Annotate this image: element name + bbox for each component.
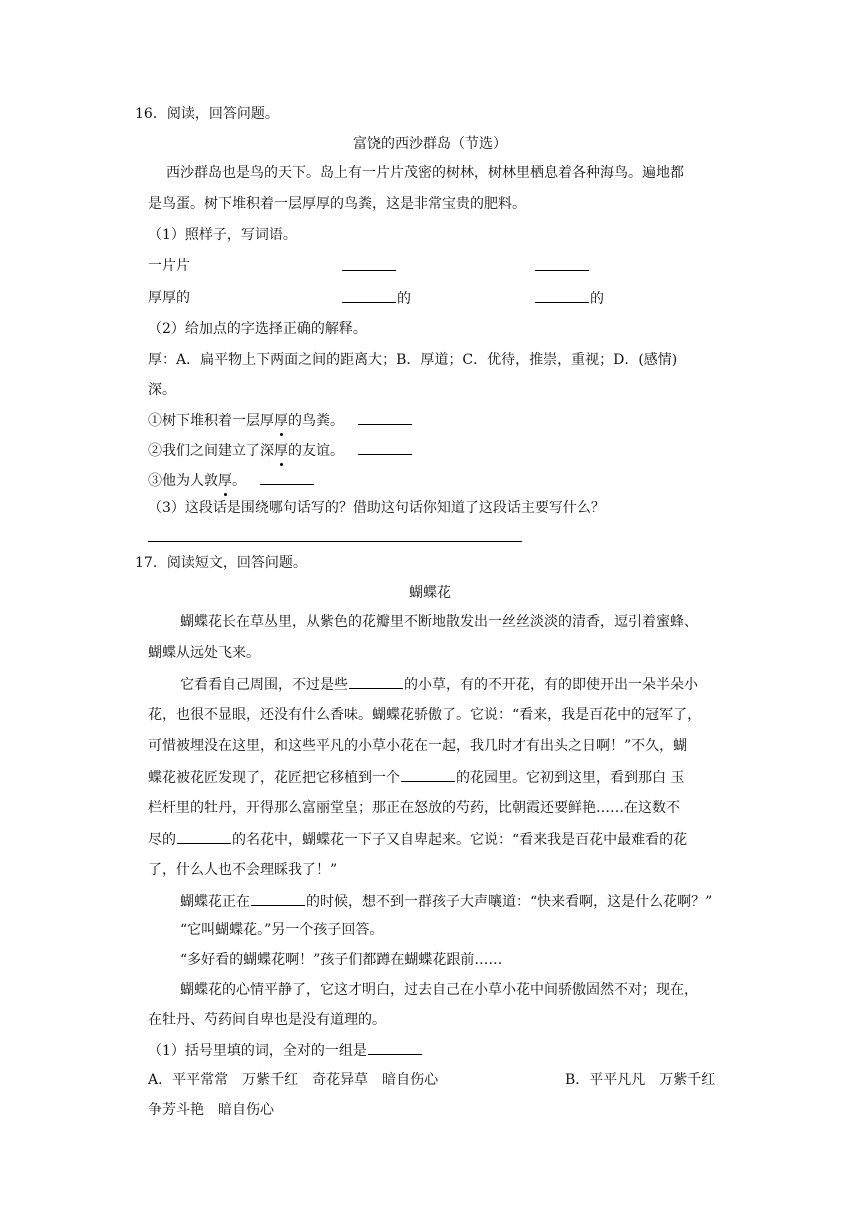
q16-item1-blank[interactable]	[358, 410, 412, 425]
q17-passage-title: 蝴蝶花	[409, 585, 451, 601]
q16-item3: ③他为人敦厚。	[148, 470, 315, 491]
q17-p2-line5: 栏杆里的牡丹，开得那么富丽堂皇；那正在怒放的芍药，比朝霞还要鲜艳……在这数不	[148, 800, 680, 816]
q16-passage-line1: 西沙群岛也是鸟的天下。岛上有一片片茂密的树林，树林里栖息着各种海鸟。遍地都	[166, 165, 684, 181]
q16-item2: ②我们之间建立了深厚的友谊。	[148, 440, 413, 461]
q17-blank-4[interactable]	[251, 891, 305, 906]
q16-answer-line[interactable]	[148, 541, 522, 542]
q16-passage-line2: 是鸟蛋。树下堆积着一层厚厚的鸟粪，这是非常宝贵的肥料。	[148, 196, 526, 212]
q17-option-b[interactable]: B．平平凡凡 万紫千红	[565, 1072, 716, 1088]
q17-p1-line2: 蝴蝶从远处飞来。	[148, 645, 260, 661]
suffix-de: 的	[397, 291, 411, 307]
q17-header: 17．阅读短文，回答问题。	[135, 555, 307, 571]
q16-sub1: （1）照样子，写词语。	[148, 227, 297, 243]
q17-blank-2[interactable]	[401, 767, 455, 782]
q17-p2-line7: 了，什么人也不会理睬我了！”	[148, 862, 338, 878]
q16-example1: 一片片	[148, 258, 190, 274]
q17-blank-1[interactable]	[349, 674, 403, 689]
q16-item2-blank[interactable]	[358, 440, 412, 455]
q16-item3-blank[interactable]	[260, 470, 314, 485]
suffix-de: 的	[590, 291, 604, 307]
q17-p5: “多好看的蝴蝶花啊！”孩子们都蹲在蝴蝶花跟前……	[180, 952, 503, 968]
q16-header: 16．阅读，回答问题。	[135, 106, 279, 122]
dotted-char: 厚	[274, 443, 288, 459]
q16-blank-1a[interactable]	[341, 256, 397, 277]
q16-sub3: （3）这段话是围绕哪句话写的？借助这句话你知道了这段话主要写什么？	[148, 500, 605, 516]
q17-p1-line1: 蝴蝶花长在草丛里，从紫色的花瓣里不断地散发出一丝丝淡淡的清香，逗引着蜜蜂、	[180, 614, 698, 630]
q17-p6-line2: 在牡丹、芍药间自卑也是没有道理的。	[148, 1012, 386, 1028]
dotted-char: 厚	[218, 473, 232, 489]
q17-option-a[interactable]: A．平平常常 万紫千红 奇花异草 暗自伤心	[148, 1072, 439, 1088]
q17-sub1: （1）括号里填的词，全对的一组是	[148, 1040, 423, 1061]
q17-p2-line1: 它看看自己周围，不过是些 的小草，有的不开花，有的即使开出一朵半朵小	[180, 674, 698, 695]
q16-blank-2a[interactable]	[341, 288, 411, 309]
q17-p4: “它叫蝴蝶花。”另一个孩子回答。	[180, 922, 384, 938]
q17-option-b-cont: 争芳斗艳 暗自伤心	[148, 1102, 274, 1118]
q17-p2-line4: 蝶花被花匠发现了，花匠把它移植到一个 的花园里。它初到这里，看到那白 玉	[148, 767, 684, 788]
q17-p2-line6: 尽的 的名花中，蝴蝶花一下子又自卑起来。它说：“看来我是百花中最难看的花	[148, 829, 687, 850]
q16-blank-2b[interactable]	[534, 288, 604, 309]
q16-passage-title: 富饶的西沙群岛（节选）	[353, 136, 507, 152]
q16-item1: ①树下堆积着一层厚厚的鸟粪。	[148, 410, 413, 431]
q17-p3: 蝴蝶花正在 的时候，想不到一群孩子大声嚷道：“快来看啊，这是什么花啊？”	[180, 891, 712, 912]
q17-sub1-blank[interactable]	[368, 1040, 422, 1055]
q16-blank-1b[interactable]	[534, 256, 590, 277]
q16-sub2: （2）给加点的字选择正确的解释。	[148, 321, 367, 337]
q16-definition-line1: 厚：A．扁平物上下两面之间的距离大；B．厚道；C．优待，推崇，重视；D．(感情)	[148, 352, 678, 368]
q17-p2-line2: 花，也很不显眼，还没有什么香味。蝴蝶花骄傲了。它说：“看来，我是百花中的冠军了，	[148, 707, 702, 723]
q17-p2-line3: 可惜被埋没在这里，和这些平凡的小草小花在一起，我几时才有出头之日啊！”不久，蝴	[148, 738, 688, 754]
q16-definition-line2: 深。	[148, 382, 176, 398]
q17-blank-3[interactable]	[177, 829, 231, 844]
dotted-char: 厚	[274, 413, 288, 429]
q17-p6-line1: 蝴蝶花的心情平静了，它这才明白，过去自己在小草小花中间骄傲固然不对；现在，	[180, 982, 698, 998]
q16-example2: 厚厚的	[148, 290, 190, 306]
